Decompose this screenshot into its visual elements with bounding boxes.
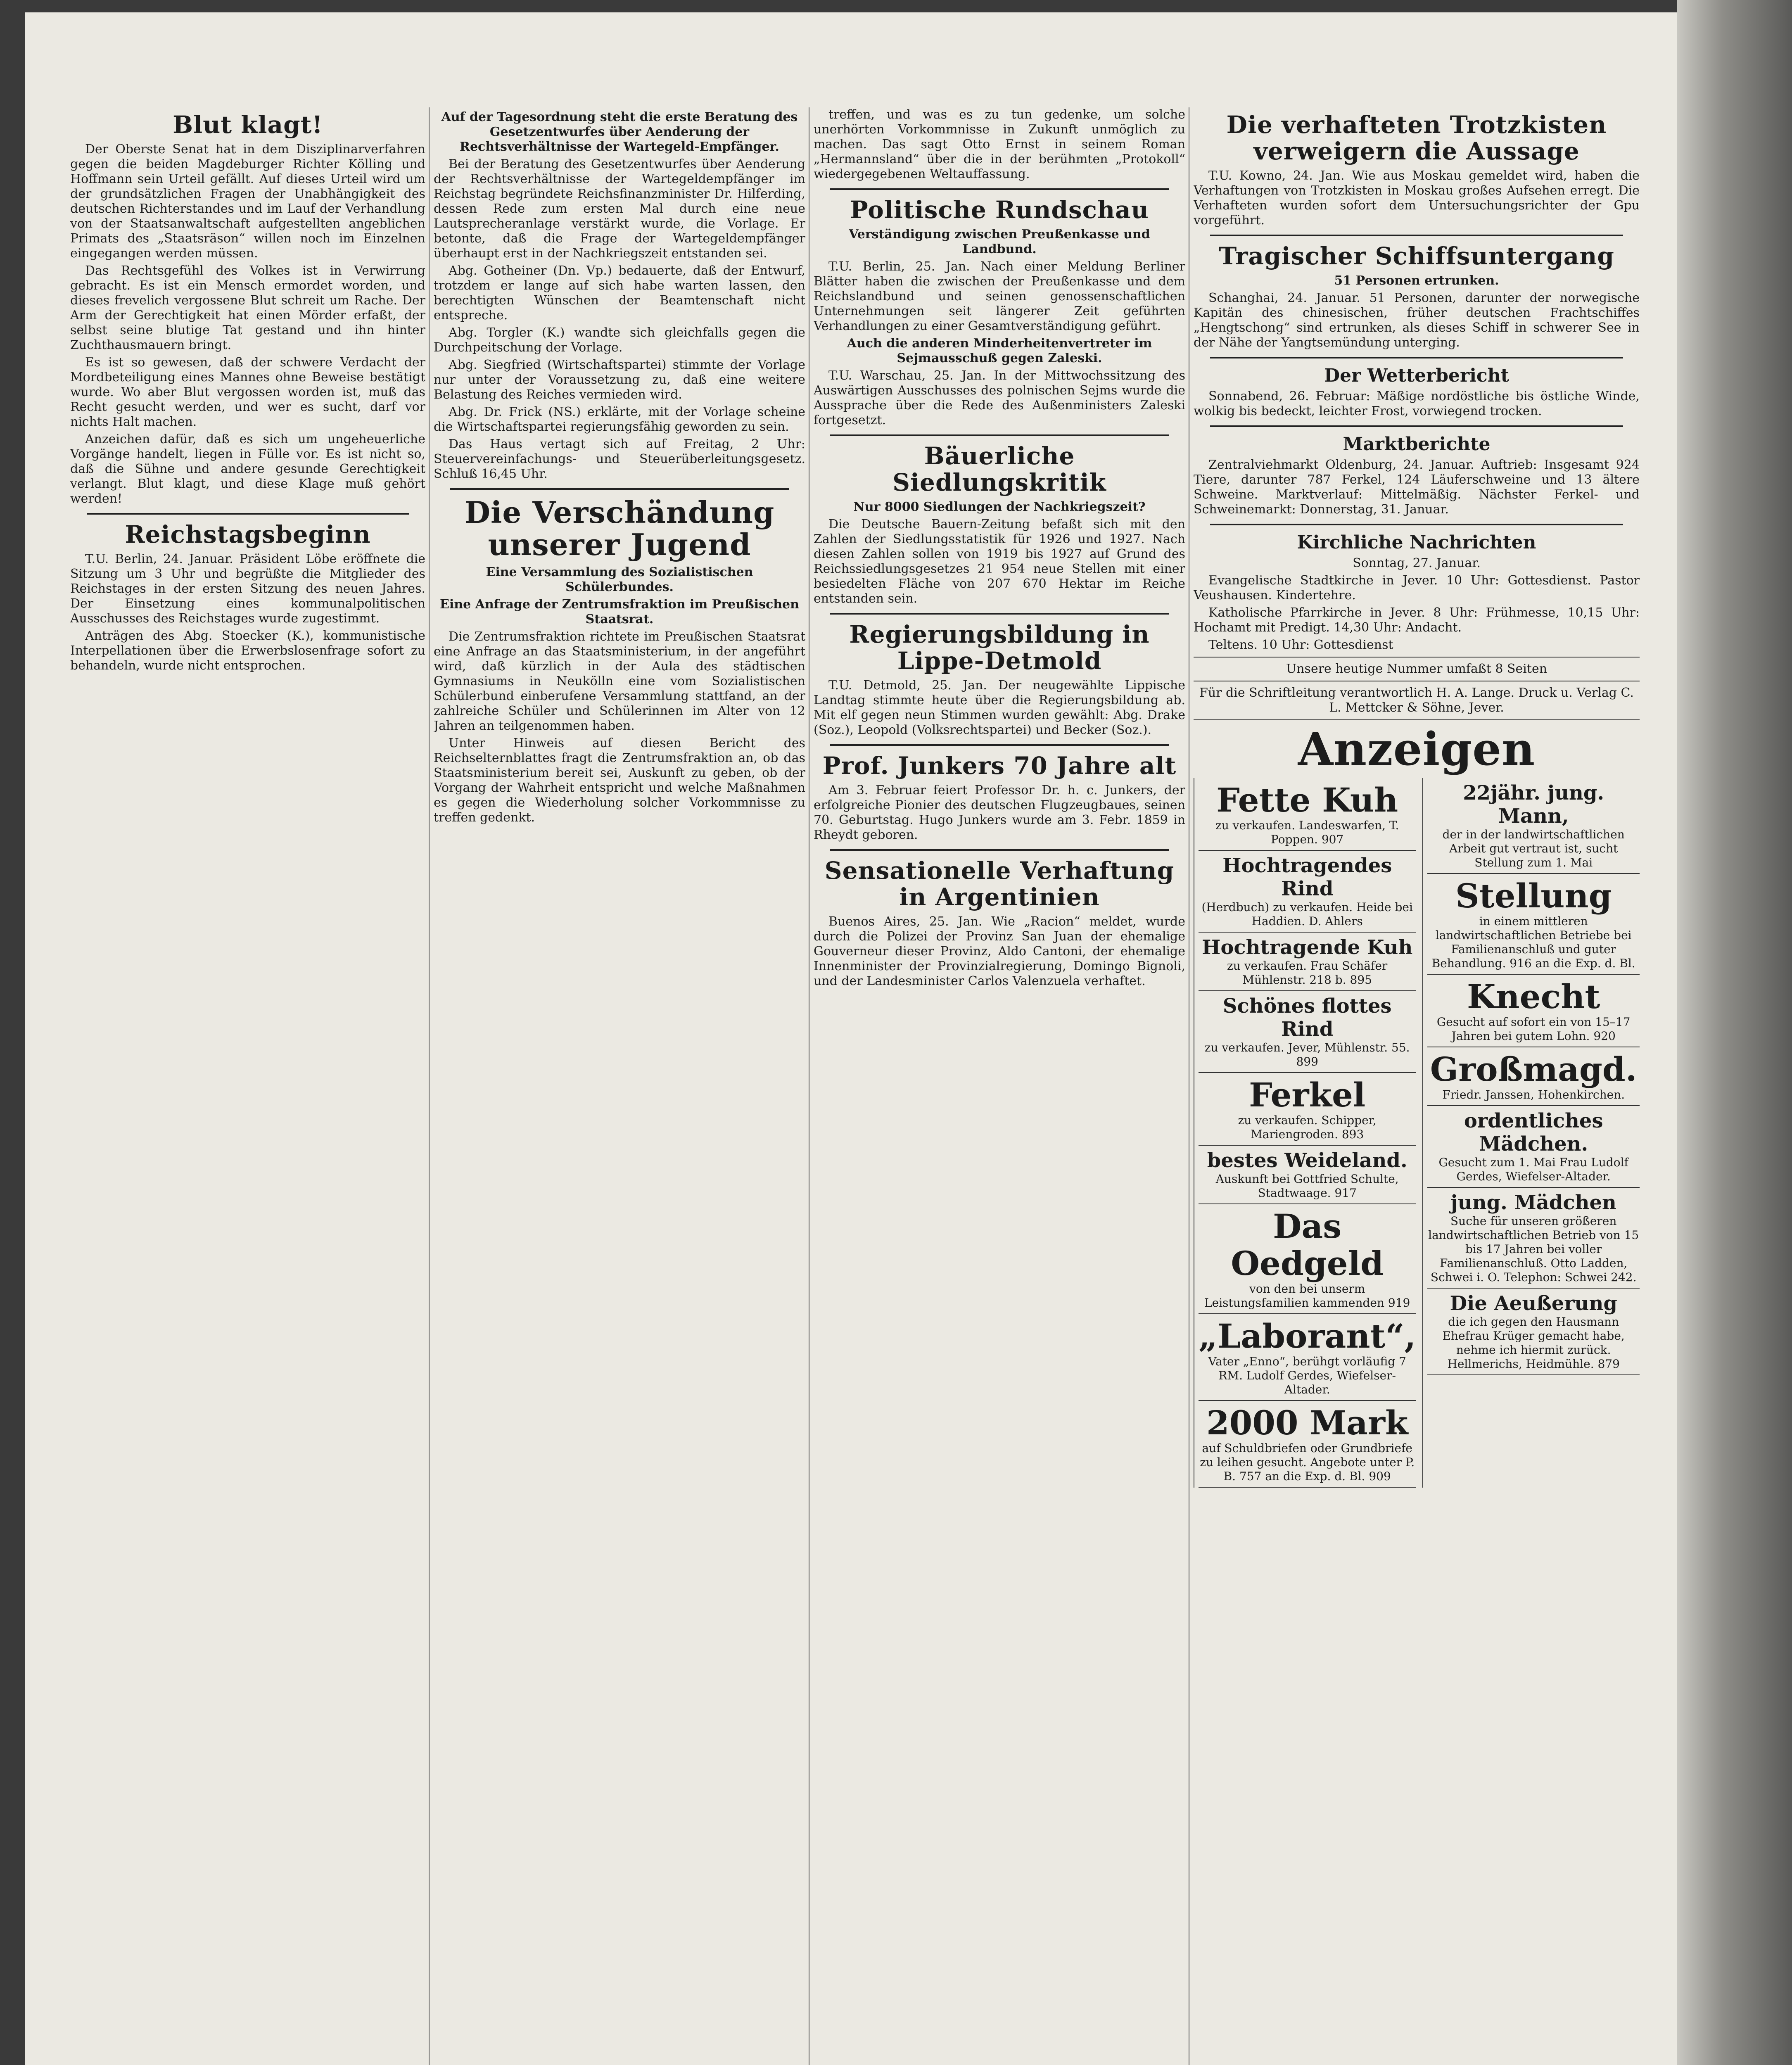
ad-headline: Stellung [1455,876,1612,915]
ad-text: zu verkaufen. Schipper, Mariengroden. 893 [1238,1113,1377,1141]
ad-headline: jung. Mädchen [1450,1191,1616,1214]
classified-ad [1199,1314,1416,1401]
ad-text: zu verkaufen. Landeswarfen, T. Poppen. 907 [1215,819,1399,846]
ad-headline: Hochtragendes Rind [1222,854,1392,900]
ad-headline: Die Aeußerung [1450,1292,1617,1315]
paragraph: Unter Hinweis auf diesen Bericht des Reichselternblattes fragt die Zentrumsfraktion an, ob das Staatsministerium bereit sei, Auskunft zu geben, ob der Vorgang der Wahrheit entspricht und welche Maßnahmen es gegen die Wiederholung solcher Vorkommnisse zu treffen gedenkt. [434,736,805,825]
paragraph: treffen, und was es zu tun gedenke, um solche unerhörten Vorkommnisse in Zukunft unmöglich zu machen. Das sagt Otto Ernst in seinem Roman „Hermannsland“ über die in der berühmten „Protokoll“ wiedergegebenen Weltauffassung. [814,107,1185,181]
page-count-note: Unsere heutige Nummer umfaßt 8 Seiten [1286,662,1548,676]
paragraph: Das Haus vertagt sich auf Freitag, 2 Uhr: Steuervereinfachungs- und Steuerüberleitungsgesetz. Schluß 16,45 Uhr. [434,437,805,481]
paragraph: Abg. Torgler (K.) wandte sich gleichfalls gegen die Durchpeitschung der Vorlage. [434,325,805,355]
paragraph: T.U. Kowno, 24. Jan. Wie aus Moskau gemeldet wird, haben die Verhaftungen von Trotzkisten in Moskau großes Aufsehen erregt. Die Verhafteten wurden sofort dem Untersuchungsrichter der Gpu vorgeführt. [1194,169,1640,228]
classified-ad [1199,933,1416,991]
headline-marktberichte: Marktberichte [1343,434,1491,455]
ad-headline: Hochtragende Kuh [1202,936,1413,959]
divider [1210,235,1623,236]
ad-headline: 2000 Mark [1206,1403,1408,1442]
divider [830,744,1169,746]
divider [830,849,1169,851]
ad-headline: ordentliches Mädchen. [1464,1109,1603,1156]
paragraph: Buenos Aires, 25. Jan. Wie „Racion“ meldet, wurde durch die Polizei der Provinz San Juan der ehemalige Gouverneur dieser Provinz, Aldo Cantoni, der ehemalige Innenminister der Provinzialregierung, Domingo Bignoli, und der Landesminister Carlos Valenzuela verhaftet. [814,914,1185,988]
paragraph: Abg. Gotheiner (Dn. Vp.) bedauerte, daß der Entwurf, trotzdem er lange auf sich habe warten lassen, den berechtigten Wünschen der Beamtenschaft nicht entspreche. [434,263,805,323]
paragraph: Die Zentrumsfraktion richtete im Preußischen Staatsrat eine Anfrage an das Staatsministerium, in der angeführt wird, daß kürzlich in der Aula des städtischen Gymnasiums in Neukölln eine vom Sozialistischen Schülerbund einberufene Versammlung stattfand, an der zahlreiche Schüler und Schülerinnen im Alter von 12 Jahren an teilgenommen haben. [434,629,805,733]
subheadline: Verständigung zwischen Preußenkasse und Landbund. [849,227,1150,256]
paragraph: Sonnabend, 26. Februar: Mäßige nordöstliche bis östliche Winde, wolkig bis bedeckt, leichter Frost, vorwiegend trocken. [1194,389,1640,418]
ad-text: Vater „Enno“, berühgt vorläufig 7 RM. Ludolf Gerdes, Wiefelser-Altader. [1208,1355,1406,1396]
column-1 [70,107,425,2065]
paragraph: Die Deutsche Bauern-Zeitung befaßt sich mit den Zahlen der Siedlungsstatistik für 1926 und 1927. Nach diesen Zahlen sollen von 1919 bis 1927 auf Grund des Reichssiedlungsgesetzes 21 954 neue Stellen mit einer besiedelten Fläche von 207 670 Hektar im Reiche entstanden sein. [814,517,1185,606]
divider [830,434,1169,436]
divider [1210,357,1623,358]
ads-title: Anzeigen [1298,722,1536,776]
ad-text: die ich gegen den Hausmann Ehefrau Krüger gemacht habe, nehme ich hiermit zurück. Hellmerichs, Heidmühle. 879 [1442,1315,1625,1371]
subheadline: Eine Versammlung des Sozialistischen Schülerbundes. [486,565,753,594]
headline-siedlungskritik: Bäuerliche Siedlungskritik [892,442,1106,496]
paragraph: Zentralviehmarkt Oldenburg, 24. Januar. Auftrieb: Insgesamt 924 Tiere, darunter 787 Ferkel, 124 Läuferschweine und 13 ältere Schweine. Marktverlauf: Mittelmäßig. Nächster Ferkel- und Schweinemarkt: Donnerstag, 31. Januar. [1194,458,1640,517]
ad-headline: bestes Weideland. [1207,1149,1407,1172]
classified-ad [1199,851,1416,933]
ad-text: Gesucht auf sofort ein von 15–17 Jahren bei gutem Lohn. 920 [1436,1015,1631,1043]
headline-verschaendung: Die Verschändung unserer Jugend [464,495,775,562]
divider [1194,719,1640,720]
headline-wetterbericht: Der Wetterbericht [1324,365,1510,386]
ads-column-right [1422,778,1640,1488]
scan-edge-shadow [1677,0,1792,2065]
ad-headline: Knecht [1467,977,1600,1016]
ad-text: Friedr. Janssen, Hohenkirchen. [1442,1088,1625,1101]
paragraph: Abg. Siegfried (Wirtschaftspartei) stimmte der Vorlage nur unter der Voraussetzung zu, daß eine weitere Belastung des Reiches vermieden wird. [434,358,805,402]
paragraph: T.U. Warschau, 25. Jan. In der Mittwochssitzung des Auswärtigen Ausschusses des polnischen Sejms wurde die Aussprache über die Rede des Außenministers Zaleski fortgesetzt. [814,368,1185,427]
headline-trotzkisten: Die verhafteten Trotzkisten verweigern die Aussage [1226,111,1607,165]
paragraph: Anträgen des Abg. Stoecker (K.), kommunistische Interpellationen über die Erwerbslosenfrage sofort zu behandeln, wurde nicht entsprochen. [70,629,425,673]
imprint: Für die Schriftleitung verantwortlich H. A. Lange. Druck u. Verlag C. L. Mettcker & Söhne, Jever. [1199,686,1634,715]
headline-schiffsuntergang: Tragischer Schiffsuntergang [1219,242,1614,270]
paragraph: Bei der Beratung des Gesetzentwurfes über Aenderung der Rechtsverhältnisse der Wartegeldempfänger im Reichstag begründete Reichsfinanzminister Dr. Hilferding, dessen Rede zum ersten Mal durch eine neue Lautsprecheranlage verstärkt wurde, die Vorlage. Er betonte, daß die Frage der Wartegeldempfänger überhaupt erst in der Nachkriegszeit entstanden sei. [434,157,805,261]
headline-reichstagsbeginn: Reichstagsbeginn [125,520,371,548]
classified-ad [1427,1289,1640,1375]
classified-ad [1427,874,1640,975]
ad-headline: Das Oedgeld [1231,1207,1384,1283]
classified-ad [1199,1146,1416,1204]
ad-headline: 22jähr. jung. Mann, [1463,781,1604,828]
paragraph: Es ist so gewesen, daß der schwere Verdacht der Mordbeteiligung eines Mannes ohne Beweise bestätigt wurde. Wo aber Blut vergossen worden ist, muß das Recht gesucht werden, und wer es sucht, darf vor nichts Halt machen. [70,355,425,429]
headline-politische-rundschau: Politische Rundschau [850,196,1149,224]
agenda-intro: Auf der Tagesordnung steht die erste Beratung des Gesetzentwurfes über Aenderung der Rechtsverhältnisse der Wartegeld-Empfänger. [441,110,798,154]
divider [1210,524,1623,525]
paragraph: Schanghai, 24. Januar. 51 Personen, darunter der norwegische Kapitän des chinesischen, früher deutschen Frachtschiffes „Hengtschong“ sind ertrunken, als dieses Schiff in schwerer See in der Nähe der Yangtsemündung unterging. [1194,291,1640,350]
paragraph: T.U. Berlin, 25. Jan. Nach einer Meldung Berliner Blätter haben die zwischen der Preußenkasse und dem Reichslandbund und seinen genossenschaftlichen Unternehmungen seit längerer Zeit geführten Verhandlungen zu einer Gesamtverständigung geführt. [814,259,1185,333]
divider [87,513,409,515]
subheadline: Nur 8000 Siedlungen der Nachkriegszeit? [853,500,1146,514]
paragraph: Katholische Pfarrkirche in Jever. 8 Uhr: Frühmesse, 10,15 Uhr: Hochamt mit Predigt. 14,30 Uhr: Andacht. [1194,605,1640,635]
column-3 [814,107,1185,2065]
paragraph: T.U. Berlin, 24. Januar. Präsident Löbe eröffnete die Sitzung um 3 Uhr und begrüßte die Mitglieder des Reichstages in der ersten Sitzung des neuen Jahres. Der Einsetzung eines kommunalpolitischen Ausschusses des Reichstages wurde zugestimmt. [70,552,425,626]
ad-text: zu verkaufen. Frau Schäfer Mühlenstr. 218 b. 895 [1227,959,1388,987]
divider [830,613,1169,615]
classified-ad [1199,1073,1416,1146]
ad-text: in einem mittleren landwirtschaftlichen Betriebe bei Familienanschluß und guter Behandlung. 916 an die Exp. d. Bl. [1431,914,1635,970]
ad-headline: „Laborant“, [1199,1317,1416,1355]
date-line: Sonntag, 27. Januar. [1353,556,1481,570]
headline-argentinien: Sensationelle Verhaftung in Argentinien [824,857,1175,911]
headline-blut-klagt: Blut klagt! [173,111,323,139]
paragraph: Evangelische Stadtkirche in Jever. 10 Uhr: Gottesdienst. Pastor Veushausen. Kindertehre. [1194,573,1640,603]
classified-ad [1199,778,1416,851]
paragraph: Abg. Dr. Frick (NS.) erklärte, mit der Vorlage scheine die Wirtschaftspartei regierungsfähig geworden zu sein. [434,405,805,434]
ad-text: auf Schuldbriefen oder Grundbriefe zu leihen gesucht. Angebote unter P. B. 757 an die Exp. d. Bl. 909 [1200,1441,1415,1483]
classified-ad [1199,991,1416,1073]
classified-ad [1427,1188,1640,1289]
paragraph: Der Oberste Senat hat in dem Disziplinarverfahren gegen die beiden Magdeburger Richter Kölling und Hoffmann sein Urteil gefällt. Auf dieses Urteil wird um der grundsätzlichen Fragen der Unabhängigkeit des deutschen Richterstandes und im Lauf der Verhandlung von der Staatsanwaltschaft aufgestellten angeblichen Primats des „Staatsräson“ willen noch im Einzelnen eingegangen werden müssen. [70,142,425,261]
paragraph: Das Rechtsgefühl des Volkes ist in Verwirrung gebracht. Es ist ein Mensch ermordet worden, und dieses frevelich vergossene Blut schreit um Rache. Der Arm der Gerechtigkeit hat einen Mörder erfaßt, der selbst seine blutige Tat gestand und ihn hinter Zuchthausmauern bringt. [70,263,425,352]
ad-text: zu verkaufen. Jever, Mühlenstr. 55. 899 [1204,1041,1410,1068]
ad-headline: Großmagd. [1430,1050,1637,1089]
ad-text: Gesucht zum 1. Mai Frau Ludolf Gerdes, Wiefelser-Altader. [1438,1156,1628,1183]
headline-kirchliche: Kirchliche Nachrichten [1297,532,1536,553]
ad-headline: Schönes flottes Rind [1222,995,1392,1041]
ad-text: von den bei unserm Leistungsfamilien kammenden 919 [1204,1282,1410,1310]
paragraph: Am 3. Februar feiert Professor Dr. h. c. Junkers, der erfolgreiche Pionier des deutschen Flugzeugbaues, seinen 70. Geburtstag. Hugo Junkers wurde am 3. Febr. 1859 in Rheydt geboren. [814,783,1185,842]
column-2 [434,107,805,2065]
ad-text: der in der landwirtschaftlichen Arbeit gut vertraut ist, sucht Stellung zum 1. Mai [1442,828,1625,869]
divider [450,488,789,490]
subheadline: 51 Personen ertrunken. [1334,273,1499,288]
paragraph: Anzeichen dafür, daß es sich um ungeheuerliche Vorgänge handelt, liegen in Fülle vor. Es ist nicht so, daß die Sühne und andere gesunde Gerechtigkeit verlangt. Blut klagt, und diese Klage muß gehört werden! [70,432,425,506]
ads-column-left [1194,778,1416,1488]
paragraph: Teltens. 10 Uhr: Gottesdienst [1208,638,1393,652]
classified-ad [1427,1106,1640,1188]
classified-ad [1199,1401,1416,1488]
divider [830,188,1169,190]
ad-text: Suche für unseren größeren landwirtschaftlichen Betrieb von 15 bis 17 Jahren bei voller Familienanschluß. Otto Ladden, Schwei i. O. Telephon: Schwei 242. [1428,1214,1639,1284]
ad-headline: Ferkel [1249,1075,1366,1114]
ad-text: (Herdbuch) zu verkaufen. Heide bei Haddien. D. Ahlers [1201,900,1413,928]
headline-junkers: Prof. Junkers 70 Jahre alt [822,752,1177,780]
newspaper-page [25,12,1677,2065]
ad-headline: Fette Kuh [1216,781,1398,819]
subheadline: Auch die anderen Minderheitenvertreter im Sejmausschuß gegen Zaleski. [847,336,1152,366]
subheadline: Eine Anfrage der Zentrumsfraktion im Preußischen Staatsrat. [440,597,799,627]
ads-grid [1194,778,1640,1488]
paragraph: T.U. Detmold, 25. Jan. Der neugewählte Lippische Landtag stimmte heute über die Regierungsbildung ab. Mit elf gegen neun Stimmen wurden gewählt: Abg. Drake (Soz.), Leopold (Volksrechtspartei) und Becker (Soz.). [814,678,1185,737]
divider [1210,425,1623,427]
headline-lippe-detmold: Regierungsbildung in Lippe-Detmold [849,620,1150,675]
classified-ad [1199,1204,1416,1314]
ad-text: Auskunft bei Gottfried Schulte, Stadtwaage. 917 [1215,1172,1399,1200]
column-rule [429,107,430,2065]
classified-ad [1427,975,1640,1047]
column-4 [1194,107,1640,2065]
classified-ad [1427,778,1640,874]
classified-ad [1427,1047,1640,1106]
